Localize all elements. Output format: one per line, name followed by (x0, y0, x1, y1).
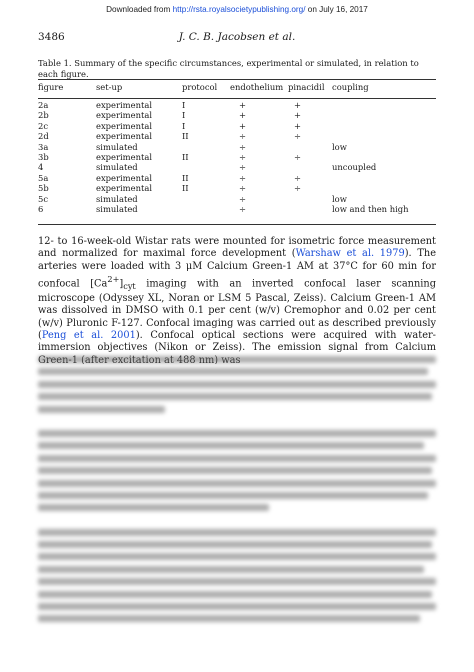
cell-endothelium: ÷ (239, 193, 247, 204)
cell-protocol: I (182, 110, 186, 121)
cell-coupling: uncoupled (332, 162, 377, 173)
table-row (38, 97, 436, 110)
cell-protocol: II (182, 183, 189, 194)
cell-coupling: low (332, 141, 347, 152)
cell-protocol: I (182, 120, 186, 131)
cell-figure: 2c (38, 120, 49, 131)
cell-figure: 5b (38, 183, 49, 194)
cell-figure: 3b (38, 152, 49, 163)
cell-figure: 2a (38, 100, 49, 110)
download-notice (0, 5, 474, 14)
table-row (38, 162, 436, 172)
cell-endothelium: ÷ (239, 162, 247, 173)
reference-peng-link[interactable]: Peng et al. 2001 (41, 330, 136, 342)
cell-setup: experimental (96, 110, 153, 121)
cell-coupling: low (332, 193, 347, 204)
cell-figure: 4 (38, 162, 44, 173)
cell-endothelium: ÷ (239, 172, 247, 183)
cell-protocol (182, 194, 230, 204)
cell-coupling (332, 110, 436, 120)
table-row (38, 194, 436, 204)
cell-protocol (182, 204, 230, 214)
cell-endothelium: ÷ (239, 183, 247, 194)
table-row (38, 110, 436, 120)
text-run: imaging with an inverted confocal laser scanning microscope (Odyssey XL, Noran or LSM 5 Pascal, Zeiss). Calcium Green-1 AM was dissolved in DMSO with 0.1 per cent (w/v) Cremophor and 0.02 per cent (w/v) Pluronic F-127. Confocal imaging was carried out as described previously ( (38, 278, 436, 342)
text-run: ). The arteries were loaded with 3 μM Calcium Green-1 AM at 37°C for 60 min for confocal [Ca (38, 248, 436, 290)
cell-pinacidil: + (294, 100, 302, 110)
cell-protocol (182, 142, 230, 152)
cell-figure: 2b (38, 110, 49, 121)
cell-pinacidil: ÷ (294, 152, 302, 163)
cell-figure: 3a (38, 141, 49, 152)
cell-endothelium: + (239, 100, 247, 110)
cell-pinacidil (288, 162, 332, 172)
column-header-pinacidil: pinacidil (288, 82, 325, 92)
column-header-coupling: coupling (332, 82, 369, 92)
cell-pinacidil: + (294, 120, 302, 131)
table-row (38, 173, 436, 183)
cell-setup: experimental (96, 120, 153, 131)
cell-setup: simulated (96, 162, 138, 173)
column-header-endothelium: endothelium (230, 82, 284, 92)
cell-coupling (332, 173, 436, 183)
column-header-protocol: protocol (182, 82, 218, 92)
cell-pinacidil: ÷ (294, 131, 302, 142)
text-run: 12- to 16-week-old Wistar rats were mounted for isometric force measurement and normalized for maximal force development ( (38, 236, 436, 260)
table-row (38, 152, 436, 162)
table-row (38, 142, 436, 152)
cell-endothelium: ÷ (239, 152, 247, 163)
cell-coupling: low and then high (332, 204, 409, 215)
table-row (38, 204, 436, 214)
table-bottom-rule (38, 224, 436, 225)
cell-protocol (182, 162, 230, 172)
cell-setup: experimental (96, 131, 153, 142)
table-row (38, 121, 436, 131)
cell-setup: experimental (96, 172, 153, 183)
text-run: ). Confocal optical sections were acquired with water-immersion objectives (Nikon or Zeiss). The emission signal from Calcium (38, 330, 436, 354)
cell-pinacidil: + (294, 110, 302, 121)
superscript-charge: 2+ (107, 274, 120, 285)
download-suffix: on July 16, 2017 (305, 5, 368, 14)
cell-coupling (332, 152, 436, 162)
blurred-preview-text (38, 356, 436, 648)
table-caption: Table 1. Summary of the specific circumstances, experimental or simulated, in relation to each figure. (38, 58, 419, 79)
cell-pinacidil (288, 194, 332, 204)
table-row (38, 131, 436, 141)
cell-pinacidil (288, 204, 332, 214)
running-head (38, 31, 436, 45)
summary-table (38, 82, 436, 214)
cell-endothelium: + (239, 110, 247, 121)
reference-warshaw-link[interactable]: Warshaw et al. 1979 (295, 248, 405, 260)
methods-paragraph (38, 236, 436, 364)
cell-figure: 5a (38, 172, 49, 183)
cell-protocol: II (182, 152, 189, 163)
cell-pinacidil: ÷ (294, 183, 302, 194)
table-row (38, 183, 436, 193)
cell-pinacidil (288, 142, 332, 152)
cell-coupling (332, 183, 436, 193)
cell-endothelium: + (239, 120, 247, 131)
cell-setup: simulated (96, 204, 138, 215)
page-number: 3486 (38, 31, 65, 43)
cell-coupling (332, 121, 436, 131)
blurred-footer (38, 652, 40, 660)
cell-figure: 6 (38, 204, 44, 215)
cell-figure: 2d (38, 131, 49, 142)
cell-endothelium: ÷ (239, 204, 247, 215)
table-top-rule (38, 79, 436, 80)
download-prefix: Downloaded from (106, 5, 173, 14)
methods-text: 12- to 16-week-old Wistar rats were mounted for isometric force measurement and normalized for maximal force development (Warshaw et al. 1979). The arteries were loaded with 3 μM Calcium Green-1 AM at 37°C for 60 min for confocal $[Ca^{2+}]_{cyt}$ imaging with an inverted confocal laser scanning microscope (Odyssey XL, Noran or LSM 5 Pascal, Zeiss). Calcium Green-1 AM was dissolved in DMSO with 0.1 per cent (w/v) Cremophor and 0.02 per cent (w/v) Pluronic F-127. Confocal imaging was carried out as described previously (Peng et al. 2001). Confocal optical sections were acquired with water-immersion objectives (Nikon or Zeiss). The emission signal from Calcium (38, 236, 436, 364)
cell-pinacidil: ÷ (294, 172, 302, 183)
cell-setup: experimental (96, 152, 153, 163)
column-header-setup: set-up (96, 82, 123, 92)
subscript-cyt: cyt (123, 281, 136, 292)
cell-coupling (332, 131, 436, 141)
table-header-row (38, 82, 436, 97)
cell-coupling (332, 97, 436, 110)
cell-endothelium: ÷ (239, 141, 247, 152)
cell-setup: experimental (96, 183, 153, 194)
cell-setup: simulated (96, 141, 138, 152)
cell-protocol: II (182, 131, 189, 142)
cell-setup: simulated (96, 193, 138, 204)
running-authors: J. C. B. Jacobsen et al. (178, 31, 296, 43)
cell-setup: experimental (96, 100, 153, 110)
column-header-figure: figure (38, 82, 64, 92)
cell-protocol: II (182, 172, 189, 183)
cell-protocol: I (182, 100, 186, 110)
download-url-link[interactable]: http://rsta.royalsocietypublishing.org/ (172, 5, 306, 14)
cell-endothelium: ÷ (239, 131, 247, 142)
cell-figure: 5c (38, 193, 49, 204)
